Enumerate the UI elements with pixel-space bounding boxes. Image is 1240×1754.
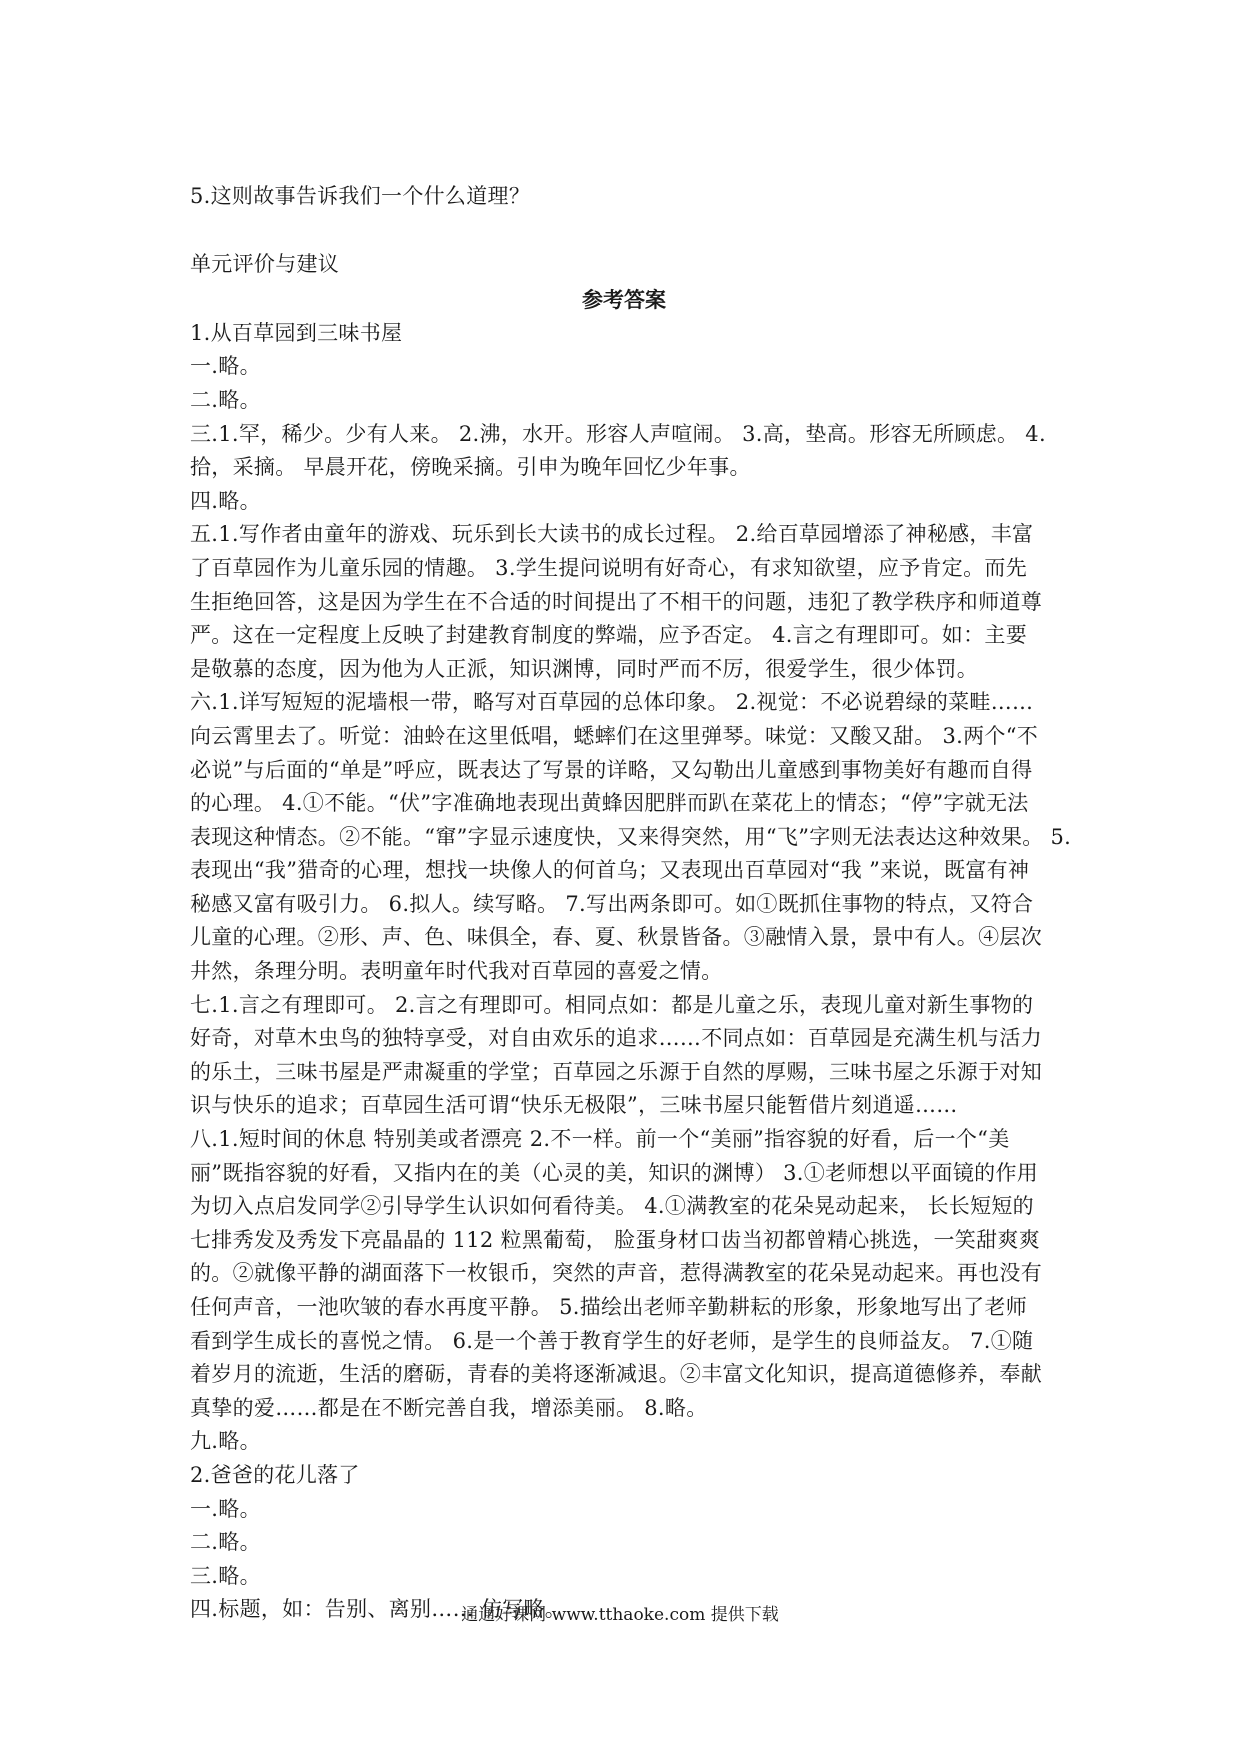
answer-line: 七排秀发及秀发下亮晶晶的 112 粒黑葡萄， 脸蛋身材口齿当初都曾精心挑选，一笑甜爽爽 xyxy=(190,1227,1041,1252)
answer-line: 严。这在一定程度上反映了封建教育制度的弊端，应予否定。 4.言之有理即可。如：主要 xyxy=(190,623,1028,648)
answer-line: 秘感又富有吸引力。 6.拟人。续写略。 7.写出两条即可。如①既抓住事物的特点，又符合 xyxy=(190,891,1034,916)
answer-line: 拾，采摘。 早晨开花，傍晚采摘。引申为晚年回忆少年事。 xyxy=(190,455,751,480)
answer-line: 三.略。 xyxy=(190,1563,261,1588)
answer-line: 一.略。 xyxy=(190,354,261,379)
answer-line: 2.爸爸的花儿落了 xyxy=(190,1462,360,1487)
answer-line: 六.1.详写短短的泥墙根一带，略写对百草园的总体印象。 2.视觉：不必说碧绿的菜畦…… xyxy=(190,690,1034,715)
answer-line: 生拒绝回答，这是因为学生在不合适的时间提出了不相干的问题，违犯了教学秩序和师道尊 xyxy=(190,589,1042,614)
answer-line: 二.略。 xyxy=(190,1530,261,1555)
answer-title: 参考答案 xyxy=(582,287,666,313)
answer-line: 七.1.言之有理即可。 2.言之有理即可。相同点如：都是儿童之乐，表现儿童对新生事物的 xyxy=(190,992,1034,1017)
answer-line: 四.标题，如：告别、离别…… 仿写略。 xyxy=(190,1597,567,1622)
answer-line: 一.略。 xyxy=(190,1496,261,1521)
answer-line: 的乐土，三味书屋是严肃凝重的学堂；百草园之乐源于自然的厚赐，三味书屋之乐源于对知 xyxy=(190,1059,1042,1084)
answer-line: 表现出“我”猎奇的心理，想找一块像人的何首乌；又表现出百草园对“我 ”来说，既富有神 xyxy=(190,858,1030,883)
footer-source: 通通好课网 www.tthaoke.com 提供下载 xyxy=(461,1605,779,1625)
spacer xyxy=(190,214,1058,248)
answer-line: 五.1.写作者由童年的游戏、玩乐到长大读书的成长过程。 2.给百草园增添了神秘感，丰富 xyxy=(190,522,1034,547)
answer-line: 任何声音，一池吹皱的春水再度平静。 5.描绘出老师辛勤耕耘的形象，形象地写出了老师 xyxy=(190,1295,1028,1319)
answer-line: 的。②就像平静的湖面落下一枚银币，突然的声音，惹得满教室的花朵晃动起来。再也没有 xyxy=(190,1261,1042,1286)
answer-line: 着岁月的流逝，生活的磨砺，青春的美将逐渐减退。②丰富文化知识，提高道德修养，奉献 xyxy=(190,1362,1042,1387)
answer-line: 看到学生成长的喜悦之情。 6.是一个善于教育学生的好老师，是学生的良师益友。 7.①随 xyxy=(190,1328,1034,1353)
answer-line: 八.1.短时间的休息 特别美或者漂亮 2.不一样。前一个“美丽”指容貌的好看，后一个“美 xyxy=(190,1127,1010,1152)
answer-line: 的心理。 4.①不能。“伏”字准确地表现出黄蜂因肥胖而趴在菜花上的情态；“停”字就无法 xyxy=(190,791,1029,816)
unit-evaluation-heading: 单元评价与建议 xyxy=(190,251,340,276)
answer-line: 1.从百草园到三味书屋 xyxy=(190,320,403,345)
answer-line: 表现这种情态。②不能。“窜”字显示速度快，又来得突然，用“飞”字则无法表达这种效果。 5. xyxy=(190,824,1072,849)
question-5: 5.这则故事告诉我们一个什么道理？ xyxy=(190,184,531,208)
answer-line: 儿童的心理。②形、声、色、味俱全，春、夏、秋景皆备。③融情入景，景中有人。④层次 xyxy=(190,925,1042,950)
answer-lines xyxy=(190,317,1072,1627)
answer-line: 了百草园作为儿童乐园的情趣。 3.学生提问说明有好奇心，有求知欲望，应予肯定。而先 xyxy=(190,555,1028,580)
answer-line: 识与快乐的追求；百草园生活可谓“快乐无极限”，三味书屋只能暂借片刻逍遥…… xyxy=(190,1093,958,1118)
answer-line: 井然，条理分明。表明童年时代我对百草园的喜爱之情。 xyxy=(190,959,723,984)
answer-line: 三.1.罕，稀少。少有人来。 2.沸，水开。形容人声喧闹。 3.高，垫高。形容无所顾虑。 4. xyxy=(190,421,1046,446)
answer-line: 向云霄里去了。听觉：油蛉在这里低唱，蟋蟀们在这里弹琴。味觉：又酸又甜。 3.两个“不 xyxy=(190,723,1039,748)
answer-line: 二.略。 xyxy=(190,387,261,412)
answer-line: 为切入点启发同学②引导学生认识如何看待美。 4.①满教室的花朵晃动起来， 长长短短的 xyxy=(190,1194,1034,1219)
answer-line: 是敬慕的态度，因为他为人正派，知识渊博，同时严而不厉，很爱学生，很少体罚。 xyxy=(190,656,979,681)
answer-line: 真挚的爱……都是在不断完善自我，增添美丽。 8.略。 xyxy=(190,1395,708,1420)
answer-line: 四.略。 xyxy=(190,488,261,513)
answer-line: 好奇，对草木虫鸟的独特享受，对自由欢乐的追求……不同点如：百草园是充满生机与活力 xyxy=(190,1026,1042,1051)
answer-line: 九.略。 xyxy=(190,1429,261,1454)
document-body xyxy=(190,180,1072,1627)
answer-line: 必说”与后面的“单是”呼应，既表达了写景的详略，又勾勒出儿童感到事物美好有趣而自得 xyxy=(190,757,1033,782)
answer-line: 丽”既指容貌的好看，又指内在的美（心灵的美，知识的渊博） 3.①老师想以平面镜的作用 xyxy=(190,1160,1039,1185)
